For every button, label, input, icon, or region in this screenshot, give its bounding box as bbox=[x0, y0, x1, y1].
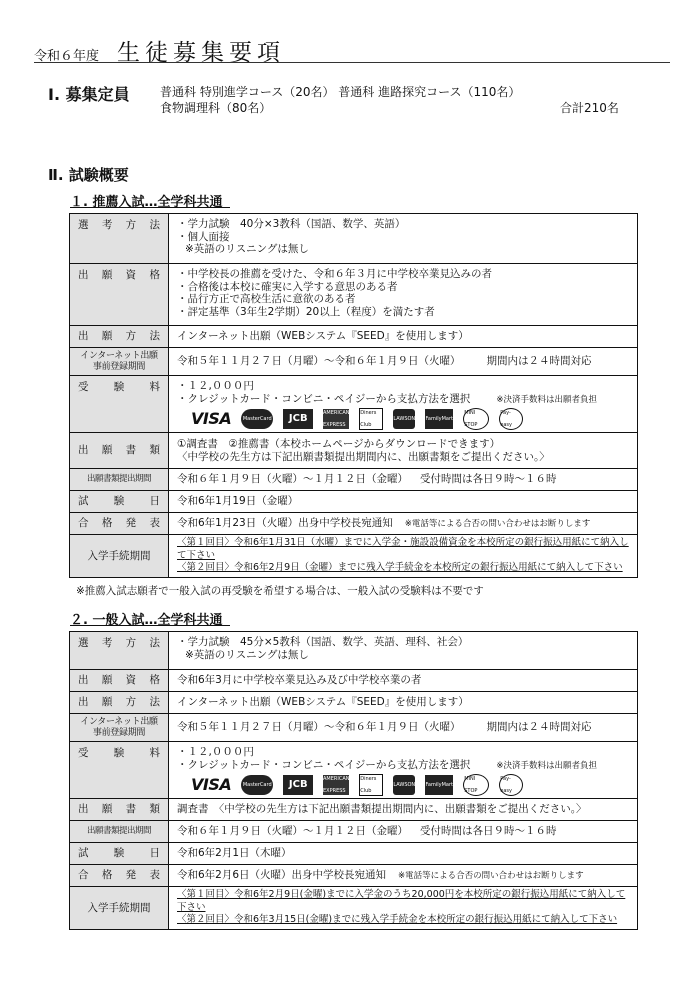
value-line: 〈中学校の先生方は下記出願書類提出期間内に、出願書類をご提出ください。〉 bbox=[177, 450, 550, 463]
value-line: ・合格後は本校に確実に入学する意思のある者 bbox=[177, 280, 398, 293]
fee-amount: ・１２,０００円 bbox=[177, 380, 254, 392]
value-note: ※電話等による合否の問い合わせはお断りします bbox=[398, 870, 584, 881]
payeasy-logo: Pay-easy bbox=[499, 408, 523, 430]
row-value bbox=[169, 469, 638, 491]
row-label: 出願資格 bbox=[70, 264, 169, 326]
row-label: 出願書類提出期間 bbox=[70, 821, 169, 843]
row-value bbox=[169, 214, 638, 264]
value-line: 〈第２回目〉令和6年2月9日（金曜）までに残入学手続金を本校所定の銀行振込用紙にて納入して下さい bbox=[177, 562, 623, 573]
table-row bbox=[70, 348, 638, 376]
payment-logos bbox=[191, 409, 633, 429]
table-row bbox=[70, 469, 638, 491]
capacity-line-1: 普通科 特別進学コース（20名） 普通科 進路探究コース（110名） bbox=[160, 85, 521, 99]
row-value bbox=[169, 264, 638, 326]
value-note: 期間内は２４時間対応 bbox=[486, 355, 592, 368]
row-value bbox=[169, 887, 638, 930]
row-label-line: 事前登録期間 bbox=[92, 361, 146, 372]
table-row bbox=[70, 535, 638, 578]
subheading-underline bbox=[70, 625, 230, 626]
row-label-line: 事前登録期間 bbox=[92, 727, 146, 738]
table-row bbox=[70, 865, 638, 887]
row-label: 入学手続期間 bbox=[70, 887, 169, 930]
row-label-line: インターネット出願 bbox=[80, 350, 158, 361]
recommendation-footnote: ※推薦入試志願者で一般入試の再受験を希望する場合は、一般入試の受験料は不要です bbox=[76, 585, 484, 597]
table-row bbox=[70, 843, 638, 865]
table-row bbox=[70, 821, 638, 843]
jcb-logo: JCB bbox=[283, 409, 313, 429]
value-note: 受付時間は各日９時～１６時 bbox=[420, 825, 557, 838]
value-text: 令和6年2月6日（火曜）出身中学校長宛通知 bbox=[177, 868, 387, 881]
row-value bbox=[169, 714, 638, 742]
row-value bbox=[169, 535, 638, 578]
payeasy-logo: Pay-easy bbox=[499, 774, 523, 796]
table-row bbox=[70, 376, 638, 433]
fee-method-line bbox=[177, 393, 633, 407]
row-label bbox=[70, 714, 169, 742]
row-label: 合格発表 bbox=[70, 513, 169, 535]
table-row bbox=[70, 692, 638, 714]
row-value: 調査書 〈中学校の先生方は下記出願書類提出期間内に、出願書類をご提出ください。〉 bbox=[169, 799, 638, 821]
row-value bbox=[169, 513, 638, 535]
row-value bbox=[169, 632, 638, 670]
row-value bbox=[169, 742, 638, 799]
value-line: 〈第１回目〉令和6年2月9日(金曜)までに入学金のうち20,000円を本校所定の銀行振込用紙にて納入して下さい bbox=[177, 889, 626, 913]
mastercard-logo: MasterCard bbox=[241, 409, 273, 429]
subheading-underline bbox=[70, 207, 230, 208]
table-row bbox=[70, 742, 638, 799]
table-row bbox=[70, 799, 638, 821]
row-label: 出願書類 bbox=[70, 799, 169, 821]
row-label: 受験料 bbox=[70, 376, 169, 433]
amex-logo: AMERICAN EXPRESS bbox=[323, 409, 350, 428]
row-label: 試験日 bbox=[70, 843, 169, 865]
amex-logo: AMERICAN EXPRESS bbox=[323, 775, 350, 794]
row-value bbox=[169, 376, 638, 433]
table-row bbox=[70, 264, 638, 326]
familymart-logo: FamilyMart bbox=[425, 775, 453, 795]
mastercard-logo: MasterCard bbox=[241, 775, 273, 795]
row-value: 令和6年2月1日（木曜） bbox=[169, 843, 638, 865]
subheading-recommendation: １. 推薦入試…全学科共通 bbox=[70, 195, 223, 210]
row-label-line: インターネット出願 bbox=[80, 716, 158, 727]
row-label: 選考方法 bbox=[70, 214, 169, 264]
row-label: 合格発表 bbox=[70, 865, 169, 887]
page-title: 生徒募集要項 bbox=[117, 40, 286, 66]
value-line: ・品行方正で高校生活に意欲のある者 bbox=[177, 293, 356, 305]
value-line: ・個人面接 bbox=[177, 230, 230, 243]
ministop-logo: MINI STOP bbox=[463, 774, 489, 796]
ministop-logo: MINI STOP bbox=[463, 408, 489, 430]
capacity-line-2: 食物調理科（80名） bbox=[160, 101, 272, 115]
table-row bbox=[70, 670, 638, 692]
row-label: 入学手続期間 bbox=[70, 535, 169, 578]
general-exam-table bbox=[69, 631, 638, 930]
value-line: 〈第１回目〉令和6年1月31日（水曜）までに入学金・施設設備資金を本校所定の銀行振込用紙にて納入して下さい bbox=[177, 537, 629, 561]
row-value: インターネット出願（WEBシステム『SEED』を使用します） bbox=[169, 692, 638, 714]
visa-logo: VISA bbox=[191, 774, 232, 794]
row-value bbox=[169, 348, 638, 376]
value-note: 受付時間は各日９時～１６時 bbox=[420, 473, 557, 486]
row-label: 出願書類提出期間 bbox=[70, 469, 169, 491]
value-line: ・学力試験 40分×3教科（国語、数学、英語） bbox=[177, 218, 406, 230]
table-row bbox=[70, 326, 638, 348]
table-row bbox=[70, 632, 638, 670]
row-label: 試験日 bbox=[70, 491, 169, 513]
lawson-logo: LAWSON bbox=[393, 775, 415, 795]
diners-logo: Diners Club bbox=[359, 774, 383, 796]
lawson-logo: LAWSON bbox=[393, 409, 415, 429]
row-label: 出願書類 bbox=[70, 433, 169, 469]
recommendation-exam-table bbox=[69, 213, 638, 578]
familymart-logo: FamilyMart bbox=[425, 409, 453, 429]
value-text: 令和６年１月９日（火曜）～１月１２日（金曜） bbox=[177, 825, 408, 838]
row-label bbox=[70, 348, 169, 376]
fee-method: ・クレジットカード・コンビニ・ペイジーから支払方法を選択 bbox=[177, 392, 471, 405]
row-label: 選考方法 bbox=[70, 632, 169, 670]
fee-method: ・クレジットカード・コンビニ・ペイジーから支払方法を選択 bbox=[177, 758, 471, 771]
row-value: インターネット出願（WEBシステム『SEED』を使用します） bbox=[169, 326, 638, 348]
section-heading-exam-overview: Ⅱ. 試験概要 bbox=[48, 166, 129, 184]
table-row bbox=[70, 433, 638, 469]
row-label: 出願方法 bbox=[70, 692, 169, 714]
value-line: ・評定基準（3年生2学期）20以上（程度）を満たす者 bbox=[177, 305, 435, 318]
table-row bbox=[70, 714, 638, 742]
row-value bbox=[169, 865, 638, 887]
table-row bbox=[70, 214, 638, 264]
value-line: ※英語のリスニングは無し bbox=[185, 648, 309, 661]
row-value bbox=[169, 821, 638, 843]
value-line: ※英語のリスニングは無し bbox=[185, 243, 309, 255]
row-value: 令和6年1月19日（金曜） bbox=[169, 491, 638, 513]
value-text: 令和6年1月23日（火曜）出身中学校長宛通知 bbox=[177, 516, 393, 529]
subheading-general: ２. 一般入試…全学科共通 bbox=[70, 613, 223, 628]
value-note: 期間内は２４時間対応 bbox=[486, 721, 592, 734]
payment-logos bbox=[191, 775, 633, 795]
row-value: 令和6年3月に中学校卒業見込み及び中学校卒業の者 bbox=[169, 670, 638, 692]
row-label: 出願方法 bbox=[70, 326, 169, 348]
value-text: 令和５年１１月２７日（月曜）～令和６年１月９日（火曜） bbox=[177, 355, 461, 368]
value-line: 〈第２回目〉令和6年3月15日(金曜)までに残入学手続金を本校所定の銀行振込用紙にて納入して下さい bbox=[177, 914, 618, 925]
fee-note: ※決済手数料は出願者負担 bbox=[496, 394, 598, 405]
visa-logo: VISA bbox=[191, 408, 232, 428]
value-note: ※電話等による合否の問い合わせはお断りします bbox=[404, 518, 591, 529]
row-label: 受験料 bbox=[70, 742, 169, 799]
table-row bbox=[70, 513, 638, 535]
table-row bbox=[70, 491, 638, 513]
value-text: 令和６年１月９日（火曜）～１月１２日（金曜） bbox=[177, 473, 408, 486]
value-line: ・学力試験 45分×5教科（国語、数学、英語、理科、社会） bbox=[177, 636, 469, 648]
capacity-total: 合計210名 bbox=[560, 101, 619, 115]
value-line: ・中学校長の推薦を受けた、令和６年３月に中学校卒業見込みの者 bbox=[177, 268, 492, 280]
fee-method-line bbox=[177, 759, 633, 773]
fiscal-year: 令和６年度 bbox=[34, 49, 100, 64]
row-value bbox=[169, 433, 638, 469]
jcb-logo: JCB bbox=[283, 775, 313, 795]
value-line: ①調査書 ②推薦書（本校ホームページからダウンロードできます） bbox=[177, 438, 501, 450]
value-text: 令和５年１１月２７日（月曜）～令和６年１月９日（火曜） bbox=[177, 721, 461, 734]
row-label: 出願資格 bbox=[70, 670, 169, 692]
section-heading: Ⅰ. 募集定員 bbox=[48, 85, 130, 104]
diners-logo: Diners Club bbox=[359, 408, 383, 430]
table-row bbox=[70, 887, 638, 930]
fee-amount: ・１２,０００円 bbox=[177, 746, 254, 758]
header-rule bbox=[34, 62, 670, 63]
fee-note: ※決済手数料は出願者負担 bbox=[496, 760, 598, 771]
